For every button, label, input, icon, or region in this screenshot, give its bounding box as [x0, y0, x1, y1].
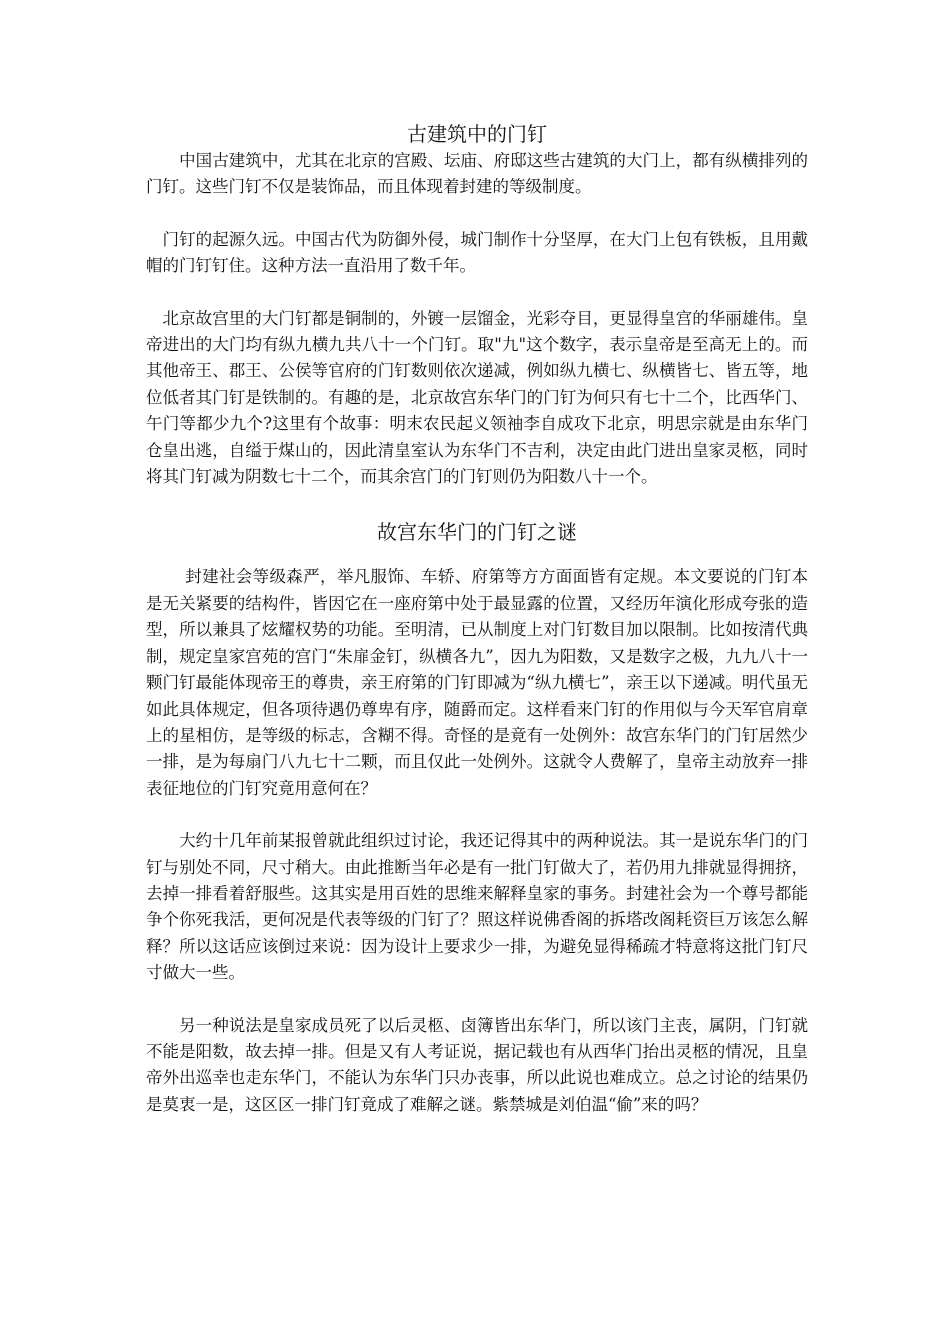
paragraph: 另一种说法是皇家成员死了以后灵柩、卤簿皆出东华门，所以该门主丧，属阴，门钉就不能是阳数，故去掉一排。但是又有人考证说，据记载也有从西华门抬出灵柩的情况，且皇帝外出巡幸也走东华门，不能认为东华门只办丧事，所以此说也难成立。总之讨论的结果仍是莫衷一是，这区区一排门钉竟成了难解之谜。紫禁城是刘伯温“偷”来的吗？ [146, 1015, 808, 1114]
paragraph-gap [146, 280, 808, 306]
article-title-1: 古建筑中的门钉 [407, 122, 547, 146]
paragraph: 门钉的起源久远。中国古代为防御外侵，城门制作十分坚厚，在大门上包有铁板，且用戴帽的门钉钉住。这种方法一直沿用了数千年。 [146, 229, 808, 276]
paragraph: 中国古建筑中，尤其在北京的宫殿、坛庙、府邸这些古建筑的大门上，都有纵横排列的门钉。这些门钉不仅是装饰品，而且体现着封建的等级制度。 [146, 151, 808, 197]
paragraph-gap [146, 802, 808, 828]
paragraph-gap [146, 201, 808, 227]
paragraph: 北京故宫里的大门钉都是铜制的，外镀一层馏金，光彩夺目，更显得皇宫的华丽雄伟。皇帝进出的大门均有纵九横九共八十一个门钉。取"九"这个数字，表示皇帝是至高无上的。而其他帝王、郡王、公侯等官府的门钉数则依次递减，例如纵九横七、纵横皆七、皆五等，地位低者其门钉是铁制的。有趣的是，北京故宫东华门的门钉为何只有七十二个，比西华门、午门等都少九个?这里有个故事：明末农民起义领袖李自成攻下北京，明思宗就是由东华门仓皇出逃，自缢于煤山的，因此清皇室认为东华门不吉利，决定由此门进出皇家灵柩，同时将其门钉减为阴数七十二个，而其余宫门的门钉则仍为阳数八十一个。 [146, 308, 808, 487]
paragraph: 封建社会等级森严，举凡服饰、车轿、府第等方方面面皆有定规。本文要说的门钉本是无关紧要的结构件，皆因它在一座府第中处于最显露的位置，又经历年演化形成夸张的造型，所以兼具了炫耀权势的功能。至明清，已从制度上对门钉数目加以限制。比如按清代典制，规定皇家宫苑的宫门“朱扉金钉，纵横各九”，因九为阳数，又是数字之极，九九八十一颗门钉最能体现帝王的尊贵，亲王府第的门钉即减为“纵九横七”，亲王以下递减。明代虽无如此具体规定，但各项待遇仍尊卑有序，随爵而定。这样看来门钉的作用似与今天军官肩章上的星相仿，是等级的标志，含糊不得。奇怪的是竟有一处例外：故宫东华门的门钉居然少一排，是为每扇门八九七十二颗，而且仅此一处例外。这就令人费解了，皇帝主动放弃一排表征地位的门钉究竟用意何在？ [146, 567, 808, 798]
paragraph-gap [146, 987, 808, 1013]
paragraph: 大约十几年前某报曾就此组织过讨论，我还记得其中的两种说法。其一是说东华门的门钉与别处不同，尺寸稍大。由此推断当年必是有一批门钉做大了，若仍用九排就显得拥挤，去掉一排看着舒服些。这其实是用百姓的思维来解释皇家的事务。封建社会为一个尊号都能争个你死我活，更何况是代表等级的门钉了？照这样说佛香阁的拆塔改阁耗资巨万该怎么解释？所以这话应该倒过来说：因为设计上要求少一排，为避免显得稀疏才特意将这批门钉尺寸做大一些。 [146, 831, 808, 983]
document-body [146, 120, 808, 1118]
article-title-2: 故宫东华门的门钉之谜 [377, 520, 577, 545]
